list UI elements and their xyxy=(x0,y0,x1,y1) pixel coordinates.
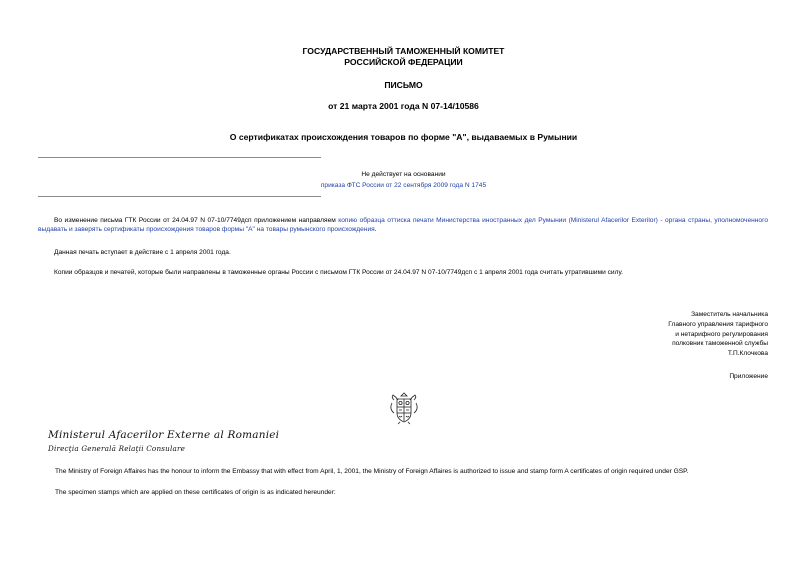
document-date-number: от 21 марта 2001 года N 07-14/10586 xyxy=(328,101,479,111)
agency-name-line1: ГОСУДАРСТВЕННЫЙ ТАМОЖЕННЫЙ КОМИТЕТ xyxy=(302,46,505,56)
document-type: ПИСЬМО xyxy=(384,80,423,90)
body-paragraph-1 xyxy=(38,216,768,234)
appendix-label: Приложение xyxy=(729,373,768,380)
status-block xyxy=(0,181,807,190)
ministry-letterhead: Ministerul Afacerilor Externe al Romaniei xyxy=(48,429,280,441)
signature-name: Т.П.Клочкова xyxy=(727,350,768,358)
p1-text: Во изменение письма ГТК России от 24.04.97 N 07-10/7749дсп приложением направляем xyxy=(54,217,339,224)
body-paragraph-3: Копии образцов и печатей, которые были направлены в таможенные органы России с письмом ГТК России от 24.04.97 N 07-10/7749дсп с 1 апреля 2001 года считать утратившими силу. xyxy=(54,269,623,276)
signature-line-2: Главного управления тарифного xyxy=(668,320,768,328)
status-top-rule xyxy=(38,157,321,158)
signature-line-3: и нетарифного регулирования xyxy=(675,330,768,338)
english-paragraph-1: The Ministry of Foreign Affaires has the honour to inform the Embassy that with effect from April, 1, 2001, the Ministry of Foreign Affaires is authorized to issue and stamp form A certificates of origin required under GSP. xyxy=(55,468,689,475)
romania-coat-of-arms-icon xyxy=(388,391,420,425)
signature-line-4: полковник таможенной службы xyxy=(672,340,768,348)
agency-name-line2: РОССИЙСКОЙ ФЕДЕРАЦИИ xyxy=(344,57,463,67)
signature-line-1: Заместитель начальника xyxy=(691,311,768,318)
status-order-link[interactable]: приказа ФТС России от 22 сентября 2009 года N 1745 xyxy=(320,182,487,189)
specimen-stamp-link[interactable]: копию образца оттиска печати Министерства иностранных дел Румынии (Ministerul Afacerilor Exterilor) - органа страны, уполномоченного выдавать и заверять сертификаты происхождения товаров формы "А" на товары румынского происхождения xyxy=(38,217,768,233)
department-letterhead: Direcţia Generală Relaţii Consulare xyxy=(48,444,186,453)
english-paragraph-2: The specimen stamps which are applied on these certificates of origin is as indicated hereunder: xyxy=(55,489,336,496)
body-paragraph-2: Данная печать вступает в действие с 1 апреля 2001 года. xyxy=(54,249,231,256)
status-text: Не действует на основании xyxy=(361,171,446,178)
p1-end: . xyxy=(374,226,377,233)
document-subject: О сертификатах происхождения товаров по форме "А", выдаваемых в Румынии xyxy=(229,132,578,142)
status-bottom-rule xyxy=(38,196,321,197)
signature-block xyxy=(568,310,768,359)
